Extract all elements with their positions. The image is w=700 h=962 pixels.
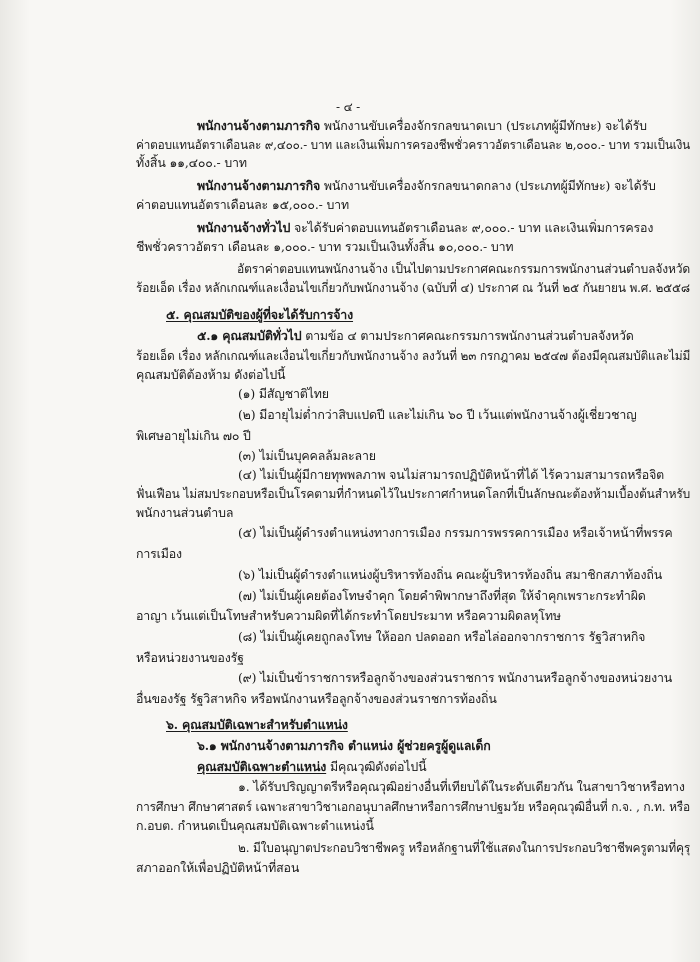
criterion-2-line2: สภาออกให้เพื่อปฏิบัติหน้าที่สอน — [136, 860, 300, 875]
para-light-machinery-label: พนักงานจ้างตามภารกิจ — [197, 118, 321, 133]
qualification-item-3: (๓) ไม่เป็นบุคคลล้มละลาย — [238, 448, 376, 463]
qualification-item-2-line2: พิเศษอายุไม่เกิน ๗๐ ปี — [136, 428, 251, 443]
qualification-item-4-line3: พนักงานส่วนตำบล — [136, 505, 234, 520]
section-5-heading: ๕. คุณสมบัติของผู้ที่จะได้รับการจ้าง — [166, 307, 354, 322]
qualification-item-6: (๖) ไม่เป็นผู้ดำรงตำแหน่งผู้บริหารท้องถิ่น คณะผู้บริหารท้องถิ่น สมาชิกสภาท้องถิ่น — [238, 567, 663, 582]
para-medium-machinery-label: พนักงานจ้างตามภารกิจ — [197, 178, 321, 193]
para-light-machinery-line2: ค่าตอบแทนอัตราเดือนละ ๙,๔๐๐.- บาท และเงินเพิ่มการครองชีพชั่วคราวอัตราเดือนละ ๒,๐๐๐.- บาท รวมเป็นเงิน — [136, 137, 691, 152]
section-5-1-line2: ร้อยเอ็ด เรื่อง หลักเกณฑ์และเงื่อนไขเกี่ยวกับพนักงานจ้าง ลงวันที่ ๒๓ กรกฎาคม ๒๕๔๗ ต้องมีคุณสมบัติและไม่มี — [136, 348, 691, 363]
qualification-item-5-line1: (๕) ไม่เป็นผู้ดำรงตำแหน่งทางการเมือง กรรมการพรรคการเมือง หรือเจ้าหน้าที่พรรค — [238, 525, 673, 540]
para-light-machinery-line1: พนักงานจ้างตามภารกิจ พนักงานขับเครื่องจักรกลขนาดเบา (ประเภทผู้มีทักษะ) จะได้รับ — [197, 118, 647, 133]
criterion-2-line1: ๒. มีใบอนุญาตประกอบวิชาชีพครู หรือหลักฐานที่ใช้แสดงในการประกอบวิชาชีพครูตามที่คุรุ — [238, 840, 691, 855]
qualification-item-9-line1: (๙) ไม่เป็นข้าราชการหรือลูกจ้างของส่วนราชการ พนักงานหรือลูกจ้างของหน่วยงาน — [238, 670, 673, 685]
para-light-machinery-line3: ทั้งสิ้น ๑๑,๔๐๐.- บาท — [136, 155, 247, 170]
qualification-item-7-line2: อาญา เว้นแต่เป็นโทษสำหรับความผิดที่ได้กระทำโดยประมาท หรือความผิดลหุโทษ — [136, 608, 561, 623]
qualification-item-7-line1: (๗) ไม่เป็นผู้เคยต้องโทษจำคุก โดยคำพิพากษาถึงที่สุด ให้จำคุกเพราะกระทำผิด — [238, 588, 646, 603]
section-5-1-line1: ๕.๑ คุณสมบัติทั่วไป ตามข้อ ๔ ตามประกาศคณะกรรมการพนักงานส่วนตำบลจังหวัด — [197, 328, 634, 343]
section-6-heading: ๖. คุณสมบัติเฉพาะสำหรับตำแหน่ง — [166, 717, 348, 732]
criterion-1-line3: ก.อบต. กำหนดเป็นคุณสมบัติเฉพาะตำแหน่งนี้ — [136, 818, 374, 833]
para-compensation-line2: ร้อยเอ็ด เรื่อง หลักเกณฑ์และเงื่อนไขเกี่ยวกับพนักงานจ้าง (ฉบับที่ ๔) ประกาศ ณ วันที่ ๒๕ กันยายน พ.ศ. ๒๕๕๘ — [136, 280, 690, 295]
qualification-item-1: (๑) มีสัญชาติไทย — [238, 386, 329, 401]
qualification-item-8-line2: หรือหน่วยงานของรัฐ — [136, 650, 244, 665]
qualification-item-4-line1: (๔) ไม่เป็นผู้มีกายทุพพลภาพ จนไม่สามารถปฏิบัติหน้าที่ได้ ไร้ความสามารถหรือจิต — [238, 467, 665, 482]
para-general-employee-line2: ชีพชั่วคราวอัตรา เดือนละ ๑,๐๐๐.- บาท รวมเป็นเงินทั้งสิ้น ๑๐,๐๐๐.- บาท — [136, 239, 514, 254]
qualification-item-4-line2: ฟั่นเฟือน ไม่สมประกอบหรือเป็นโรคตามที่กำหนดไว้ในประกาศกำหนดโลกที่เป็นลักษณะต้องห้ามเบื้องต้นสำหรับ — [136, 486, 691, 501]
page-number: - ๔ - — [336, 100, 361, 114]
criterion-1-line1: ๑. ได้รับปริญญาตรีหรือคุณวุฒิอย่างอื่นที่เทียบได้ในระดับเดียวกัน ในสาขาวิชาหรือทาง — [238, 779, 685, 794]
criterion-1-line2: การศึกษา ศึกษาศาสตร์ เฉพาะสาขาวิชาเอกอนุบาลศึกษาหรือการศึกษาปฐมวัย หรือคุณวุฒิอื่นที่ ก.จ. , ก.ท. หรือ — [136, 799, 691, 814]
para-general-employee-line1: พนักงานจ้างทั่วไป จะได้รับค่าตอบแทนอัตราเดือนละ ๙,๐๐๐.- บาท และเงินเพิ่มการครอง — [197, 220, 654, 235]
para-compensation-line1: อัตราค่าตอบแทนพนักงานจ้าง เป็นไปตามประกาศคณะกรรมการพนักงานส่วนตำบลจังหวัด — [237, 261, 691, 276]
para-medium-machinery-line2: ค่าตอบแทนอัตราเดือนละ ๑๕,๐๐๐.- บาท — [136, 197, 349, 212]
section-6-1-heading: ๖.๑ พนักงานจ้างตามภารกิจ ตำแหน่ง ผู้ช่วยครูผู้ดูแลเด็ก — [197, 738, 491, 753]
section-5-1-line3: คุณสมบัติต้องห้าม ดังต่อไปนี้ — [136, 367, 286, 382]
specific-qualification-label: คุณสมบัติเฉพาะตำแหน่ง — [197, 759, 327, 774]
qualification-item-2-line1: (๒) มีอายุไม่ต่ำกว่าสิบแปดปี และไม่เกิน ๖๐ ปี เว้นแต่พนักงานจ้างผู้เชี่ยวชาญ — [238, 407, 637, 422]
qualification-item-9-line2: อื่นของรัฐ รัฐวิสาหกิจ หรือพนักงานหรือลูกจ้างของส่วนราชการท้องถิ่น — [136, 691, 497, 706]
qualification-item-5-line2: การเมือง — [136, 546, 182, 561]
qualification-item-8-line1: (๘) ไม่เป็นผู้เคยถูกลงโทษ ให้ออก ปลดออก หรือไล่ออกจากราชการ รัฐวิสาหกิจ — [238, 629, 646, 644]
para-medium-machinery-line1: พนักงานจ้างตามภารกิจ พนักงานขับเครื่องจักรกลขนาดกลาง (ประเภทผู้มีทักษะ) จะได้รับ — [197, 178, 656, 193]
section-5-1-label: ๕.๑ คุณสมบัติทั่วไป — [197, 328, 302, 343]
specific-qualification-line: คุณสมบัติเฉพาะตำแหน่ง มีคุณวุฒิดังต่อไปนี้ — [197, 759, 427, 774]
para-general-employee-label: พนักงานจ้างทั่วไป — [197, 220, 291, 235]
